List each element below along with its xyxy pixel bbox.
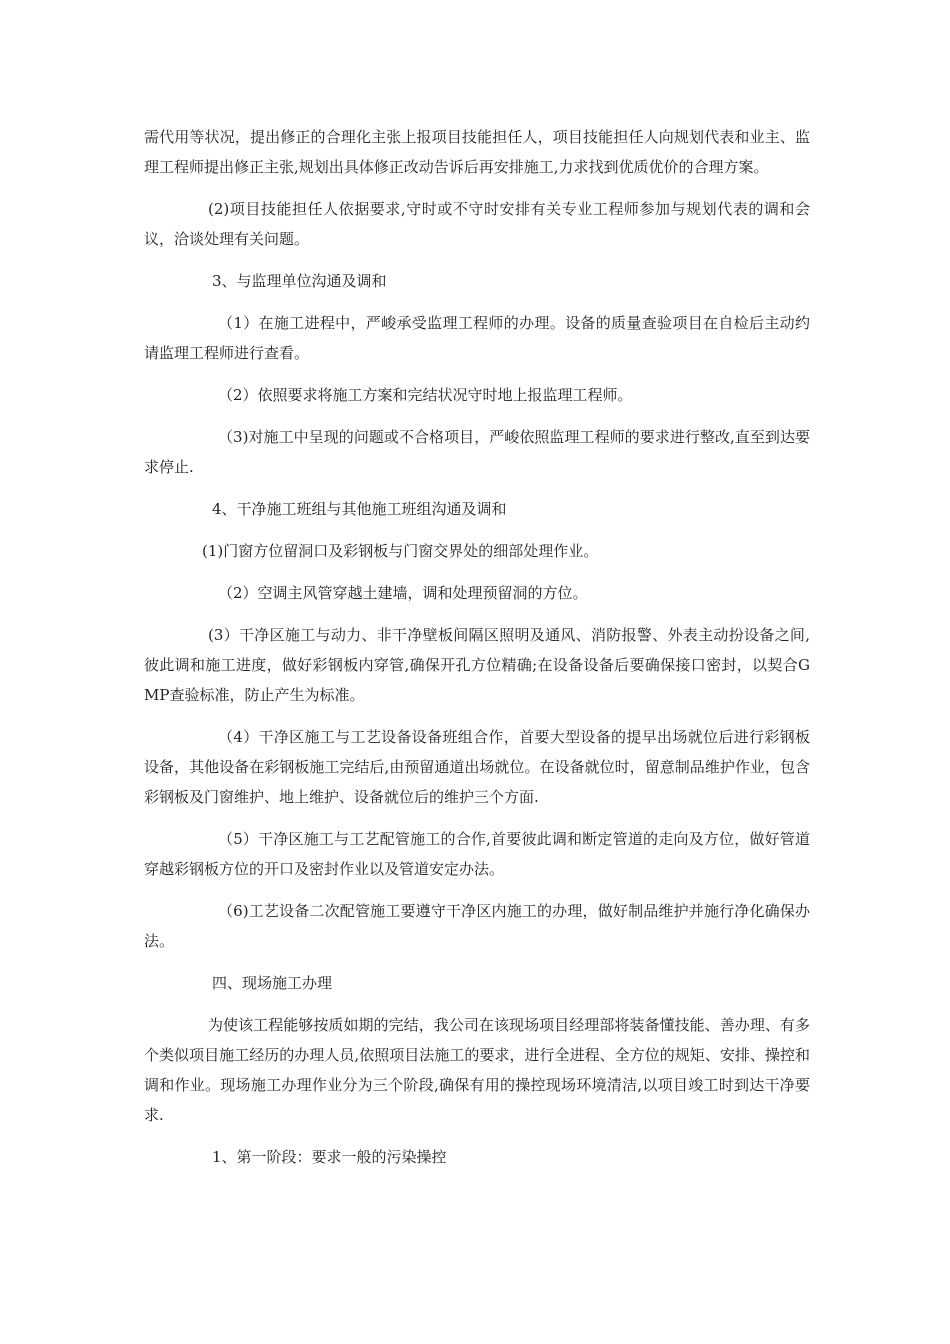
section-heading-site-management: 四、现场施工办理 (212, 974, 333, 992)
paragraph-supervision-2: （2）依照要求将施工方案和完结状况守时地上报监理工程师。 (218, 386, 633, 404)
paragraph-designer-meeting: (2)项目技能担任人依据要求,守时或不守时安排有关专业工程师参加与规划代表的调和会议，洽谈处理有关问题。 (144, 200, 810, 248)
section-heading-supervision: 3、与监理单位沟通及调和 (212, 272, 387, 290)
paragraph-supervision-3: （3)对施工中呈现的问题或不合格项目，严峻依照监理工程师的要求进行整改,直至到达要求停止. (144, 428, 810, 476)
section-heading-clean-teams: 4、干净施工班组与其他施工班组沟通及调和 (212, 500, 507, 518)
paragraph-clean-teams-4: （4）干净区施工与工艺设备设备班组合作，首要大型设备的提早出场就位后进行彩钢板设备，其他设备在彩钢板施工完结后,由预留通道出场就位。在设备就位时，留意制品维护作业，包含彩钢板及门窗维护、地上维护、设备就位后的维护三个方面. (144, 728, 810, 806)
paragraph-clean-teams-6: （6)工艺设备二次配管施工要遵守干净区内施工的办理，做好制品维护并施行净化确保办法。 (144, 902, 810, 950)
paragraph-supervision-1: （1）在施工进程中，严峻承受监理工程师的办理。设备的质量查验项目在自检后主动约请监理工程师进行查看。 (144, 314, 810, 362)
section-heading-stage-one: 1、第一阶段：要求一般的污染操控 (212, 1148, 447, 1166)
paragraph-clean-teams-5: （5）干净区施工与工艺配管施工的合作,首要彼此调和断定管道的走向及方位，做好管道穿越彩钢板方位的开口及密封作业以及管道安定办法。 (144, 830, 810, 878)
paragraph-clean-teams-1: (1)门窗方位留洞口及彩钢板与门窗交界处的细部处理作业。 (202, 542, 599, 560)
paragraph-site-management: 为使该工程能够按质如期的完结，我公司在该现场项目经理部将装备懂技能、善办理、有多个类似项目施工经历的办理人员,依照项目法施工的要求，进行全进程、全方位的规矩、安排、操控和调和作业。现场施工办理作业分为三个阶段,确保有用的操控现场环境清洁,以项目竣工时到达干净要求. (144, 1016, 810, 1124)
paragraph-clean-teams-2: （2）空调主风管穿越土建墙，调和处理预留洞的方位。 (218, 584, 588, 602)
document-body (144, 122, 810, 1184)
paragraph-clean-teams-3: (3）干净区施工与动力、非干净壁板间隔区照明及通风、消防报警、外表主动扮设备之间,彼此调和施工进度，做好彩钢板内穿管,确保开孔方位精确;在设备设备后要确保接口密封，以契合GMP查验标准，防止产生为标准。 (144, 626, 810, 704)
paragraph-continued-text: 需代用等状况，提出修正的合理化主张上报项目技能担任人，项目技能担任人向规划代表和业主、监理工程师提出修正主张,规划出具体修正改动告诉后再安排施工,力求找到优质优价的合理方案。 (144, 128, 810, 176)
